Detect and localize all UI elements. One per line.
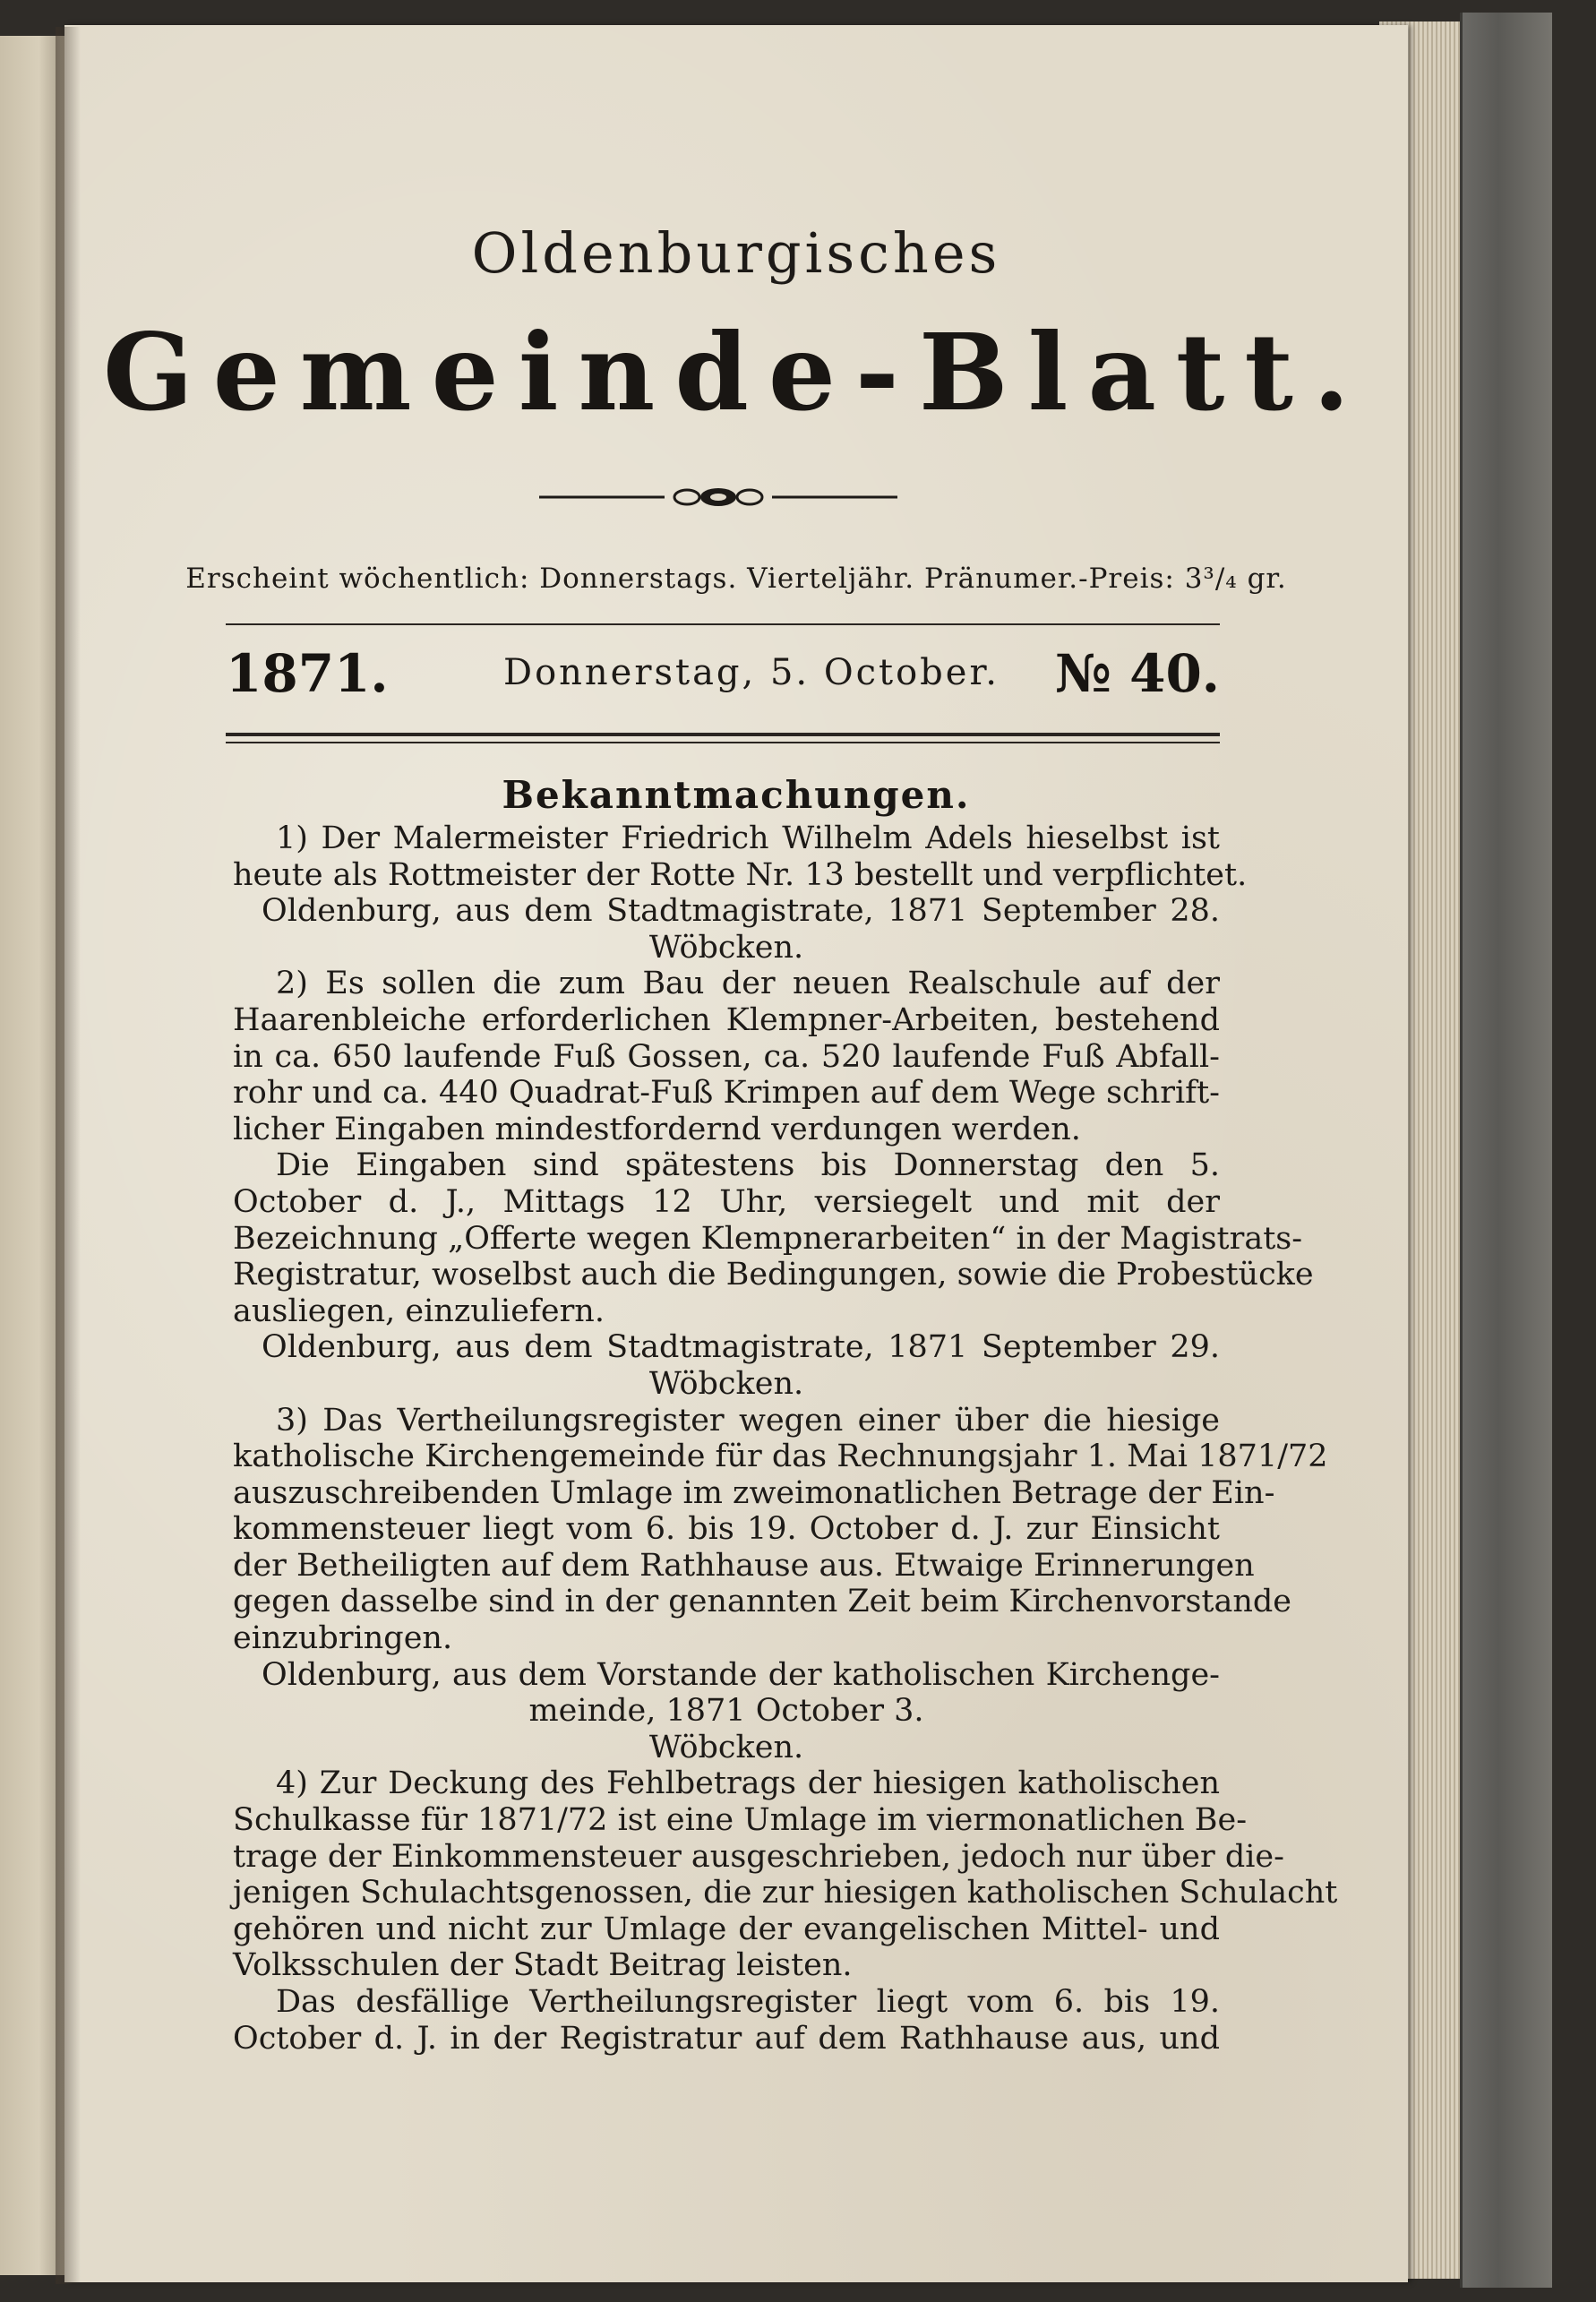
- publication-info: Erscheint wöchentlich: Donnerstags. Vierteljähr. Pränumer.-Preis: 3³/₄ gr.: [185, 563, 1287, 595]
- text-line: katholische Kirchengemeinde für das Rechnungsjahr 1. Mai 1871/72: [233, 1439, 1328, 1475]
- text-line: Haarenbleiche erforderlichen Klempner-Arbeiten, bestehend: [233, 1001, 1220, 1038]
- text-line: jenigen Schulachtsgenossen, die zur hiesigen katholischen Schulacht: [233, 1875, 1338, 1911]
- masthead-subtitle: Oldenburgisches: [471, 220, 1001, 286]
- issue-date: Donnerstag, 5. October.: [503, 652, 1000, 693]
- issue-number: № 40.: [1054, 643, 1220, 704]
- text-line: Registratur, woselbst auch die Bedingungen, sowie die Probestücke: [233, 1257, 1314, 1293]
- text-line: trage der Einkommensteuer ausgeschrieben, jedoch nur über die-: [233, 1838, 1284, 1875]
- masthead-title: Gemeinde-Blatt.: [102, 310, 1370, 434]
- ornament-divider-icon: [530, 484, 906, 511]
- article-body: [233, 820, 1338, 2057]
- book-cover-board: [1460, 13, 1552, 2288]
- text-line: kommensteuer liegt vom 6. bis 19. October d. J. zur Einsicht: [233, 1511, 1220, 1548]
- text-line: einzubringen.: [233, 1620, 453, 1657]
- text-line: ausliegen, einzuliefern.: [233, 1293, 605, 1329]
- text-line: meinde, 1871 October 3.: [528, 1693, 924, 1730]
- text-line: Das desfällige Vertheilungsregister liegt vom 6. bis 19.: [276, 1984, 1220, 2020]
- text-line: 1) Der Malermeister Friedrich Wilhelm Adels hieselbst ist: [276, 820, 1220, 856]
- dateline: [226, 643, 1220, 724]
- issue-year: 1871.: [226, 643, 389, 704]
- text-line: rohr und ca. 440 Quadrat-Fuß Krimpen auf dem Wege schrift-: [233, 1075, 1220, 1112]
- text-line: der Betheiligten auf dem Rathhause aus. Etwaige Erinnerungen: [233, 1547, 1255, 1584]
- text-line: 3) Das Vertheilungsregister wegen einer über die hiesige: [276, 1402, 1220, 1439]
- text-line: gehören und nicht zur Umlage der evangelischen Mittel- und: [233, 1911, 1220, 1947]
- text-line: licher Eingaben mindestfordernd verdungen werden.: [233, 1111, 1081, 1147]
- text-line: 4) Zur Deckung des Fehlbetrags der hiesigen katholischen: [276, 1765, 1220, 1802]
- section-heading: Bekanntmachungen.: [502, 773, 971, 817]
- text-line: Oldenburg, aus dem Vorstande der katholischen Kirchenge-: [262, 1656, 1220, 1693]
- text-line: auszuschreibenden Umlage im zweimonatlichen Betrage der Ein-: [233, 1474, 1275, 1511]
- text-line: heute als Rottmeister der Rotte Nr. 13 bestellt und verpflichtet.: [233, 856, 1248, 893]
- rule-double-bottom: [226, 742, 1220, 743]
- rule-thin: [226, 623, 1220, 625]
- text-line: October d. J. in der Registratur auf dem Rathhause aus, und: [233, 2020, 1220, 2057]
- signature-line: Wöbcken.: [648, 1729, 804, 1765]
- gutter-shadow: [56, 27, 81, 2284]
- rule-double-top: [226, 733, 1220, 736]
- newspaper-page: [64, 25, 1408, 2282]
- text-line: in ca. 650 laufende Fuß Gossen, ca. 520 laufende Fuß Abfall-: [233, 1038, 1220, 1075]
- text-line: Volksschulen der Stadt Beitrag leisten.: [233, 1947, 853, 1984]
- text-line: Bezeichnung „Offerte wegen Klempnerarbeiten“ in der Magistrats-: [233, 1220, 1303, 1257]
- signature-line: Wöbcken.: [648, 1365, 804, 1402]
- text-line: Die Eingaben sind spätestens bis Donnerstag den 5.: [276, 1147, 1220, 1184]
- text-line: Schulkasse für 1871/72 ist eine Umlage im viermonatlichen Be-: [233, 1802, 1248, 1839]
- text-line: Oldenburg, aus dem Stadtmagistrate, 1871 September 29.: [262, 1329, 1220, 1366]
- text-line: gegen dasselbe sind in der genannten Zeit beim Kirchenvorstande: [233, 1584, 1292, 1620]
- text-line: Oldenburg, aus dem Stadtmagistrate, 1871 September 28.: [262, 893, 1220, 930]
- text-line: October d. J., Mittags 12 Uhr, versiegelt und mit der: [233, 1183, 1220, 1220]
- signature-line: Wöbcken.: [648, 929, 804, 966]
- text-line: 2) Es sollen die zum Bau der neuen Realschule auf der: [276, 966, 1220, 1002]
